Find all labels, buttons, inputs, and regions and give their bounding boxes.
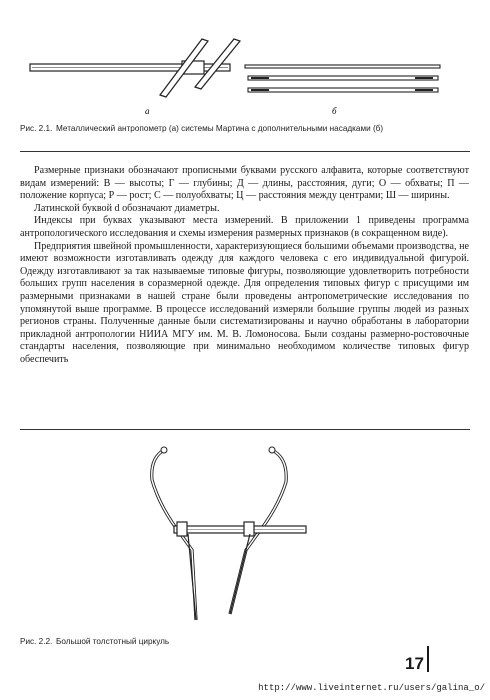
bottom-divider [20,429,470,430]
figure-caption-text: Большой толстотный циркуль [56,637,170,646]
figure-number: Рис. 2.1. [20,124,53,133]
paragraph: Индексы при буквах указывают места измерений. В приложении 1 приведены программа антропологического исследования и схемы измерения размерных признаков (в сокращенном виде). [20,215,469,239]
caliper-drawing [152,447,306,620]
paragraph: Латинской буквой d обозначают диаметры. [34,202,220,214]
figure-caption-text: Металлический антропометр (а) системы Мартина с дополнительными насадками (б) [56,124,384,133]
attachments-drawing [245,65,440,92]
figure-2-1-illustration [20,25,470,120]
body-text [20,165,469,367]
page-number: 17 [405,654,424,673]
top-divider [20,151,470,152]
figure-2-2-illustration [130,438,310,628]
figure-label-a: а [145,106,150,116]
figure-2-1-caption [20,123,470,134]
paragraph: Размерные признаки обозначают прописными буквами русского алфавита, которые соответствуют видам измерений: В — высоты; Г — глубины; Д — длины, расстояния, дуги; О — обхваты; П — положение корпуса; Р — рост; С — полуобхваты; Ц — расстояния между центрами; Ш — ширины. [20,165,469,202]
figure-2-2-caption [20,636,320,647]
anthropometer-drawing [30,39,240,97]
paragraph: Предприятия швейной промышленности, характеризующиеся большими объемами производства, не имеют возможности изготавливать одежду для каждого человека с его индивидуальной фигурой. Одежду изготавливают за так называемые типовые фигуры, позволяющие удовлетворить потребности больших групп населения в соразмерной одежде. Для определения типовых фигур с присущими им размерными признаками в нашей стране были проведены антропометрические исследования по упомянутой выше программе. В процессе исследований измеряли большие группы людей из разных регионов страны. Полученные данные были систематизированы и научно обработаны в лаборатории прикладной антропологии НИИА МГУ им. М. В. Ломоносова. Были созданы размерно-ростовочные стандарты населения, позволяющие при минимально необходимом количестве типовых фигур обеспечить [20,240,469,365]
figure-label-b: б [332,106,337,116]
page-number-bar [427,646,429,672]
figure-number: Рис. 2.2. [20,637,53,646]
footer-url: http://www.liveinternet.ru/users/galina_o/ [258,683,485,693]
